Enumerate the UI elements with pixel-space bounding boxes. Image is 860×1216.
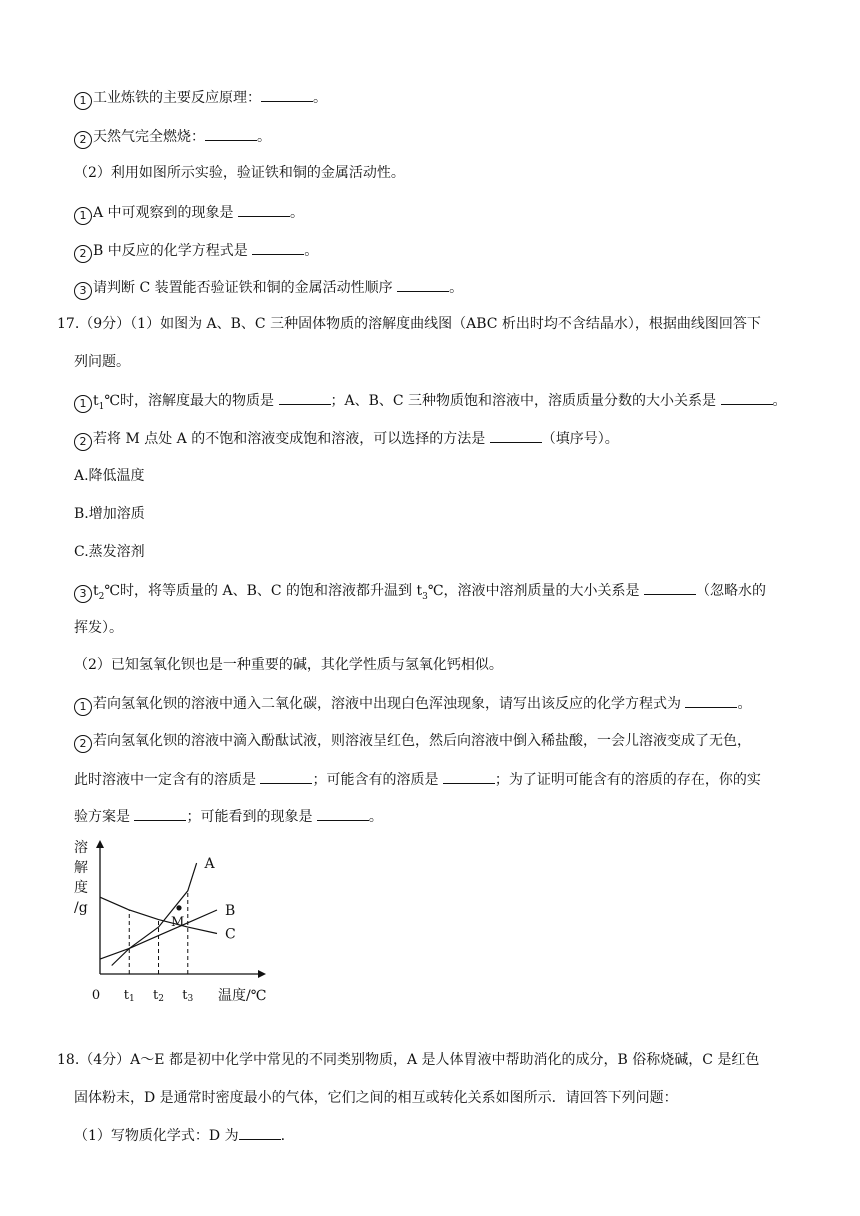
x-tick-label: 0 <box>91 988 101 1003</box>
x-axis-label: 温度/℃ <box>218 988 267 1004</box>
y-axis-label: /g <box>74 900 88 916</box>
answer-blank[interactable] <box>397 277 449 292</box>
y-axis-label: 度 <box>74 880 88 896</box>
chart-guides <box>129 891 188 974</box>
q17-heading: 17.（9分）（1）如图为 A、B、C 三种固体物质的溶解度曲线图（ABC 析出时均不含结晶水），根据曲线图回答下 <box>57 316 761 332</box>
x-tick-label: t2 <box>153 988 165 1004</box>
answer-blank[interactable] <box>490 428 542 443</box>
q18-sub-1: （1）写物质化学式：D 为 . <box>74 1125 285 1146</box>
circled-number: 1 <box>74 698 92 716</box>
q16-part-2: （2）利用如图所示实验，验证铁和铜的金属活动性。 <box>74 165 405 181</box>
q17-sub-1: 1 $t_1℃$时，溶解度最大的物质是 ；A、B、C 三种物质饱和溶液中，溶质质量分数的大小关系是 。 <box>74 390 787 417</box>
q16-part-2-c: 3 请判断 C 装置能否验证铁和铜的金属活动性顺序 。 <box>74 277 463 300</box>
solubility-curve-chart <box>70 836 290 1006</box>
answer-blank[interactable] <box>443 769 495 784</box>
series-a-label: A <box>204 856 215 873</box>
answer-blank[interactable] <box>252 240 304 255</box>
chart-labels <box>74 839 266 1004</box>
answer-blank[interactable] <box>721 390 773 405</box>
circled-number: 2 <box>74 735 92 753</box>
x-axis-arrow <box>258 970 266 978</box>
q17-part-2: （2）已知氢氧化钡也是一种重要的碱，其化学性质与氢氧化钙相似。 <box>74 657 503 673</box>
answer-blank[interactable] <box>644 580 696 595</box>
option-a: A.降低温度 <box>74 468 145 484</box>
x-tick-label: t3 <box>182 988 194 1004</box>
y-axis-label: 溶 <box>74 840 88 856</box>
answer-blank[interactable] <box>279 390 331 405</box>
q17-part-2-2-cont: 此时溶液中一定含有的溶质是 ；可能含有的溶质是 ；为了证明可能含有的溶质的存在，你的实 <box>74 769 761 790</box>
circled-number: 2 <box>74 433 92 451</box>
circled-number: 1 <box>74 207 92 225</box>
q17-sub-3-cont: 挥发）。 <box>74 620 123 636</box>
circled-number: 2 <box>74 131 92 149</box>
answer-blank[interactable] <box>238 202 290 217</box>
y-axis-arrow <box>96 840 104 848</box>
circled-number: 1 <box>74 92 92 110</box>
answer-blank[interactable] <box>685 693 737 708</box>
q16-item-1: 1 工业炼铁的主要反应原理： 。 <box>74 87 327 110</box>
q17-sub-3: 3 $t_2℃$时，将等质量的 A、B、C 的饱和溶液都升温到 $t_3℃$，溶液中溶剂质量的大小关系是 （忽略水的 <box>74 580 766 607</box>
circled-number: 1 <box>74 395 92 413</box>
answer-blank[interactable] <box>134 806 186 821</box>
answer-blank[interactable] <box>239 1125 281 1140</box>
q16-item-2: 2 天然气完全燃烧： 。 <box>74 126 271 149</box>
q18-heading-cont: 固体粉末，D 是通常时密度最小的气体，它们之间的相互或转化关系如图所示．请回答下列问题： <box>74 1090 678 1106</box>
q16-part-2-a: 1 A 中可观察到的现象是 。 <box>74 202 304 225</box>
q17-part-2-1: 1 若向氢氧化钡的溶液中通入二氧化碳，溶液中出现白色浑浊现象，请写出该反应的化学方程式为 。 <box>74 693 751 716</box>
circled-number: 3 <box>74 282 92 300</box>
circled-number: 2 <box>74 245 92 263</box>
x-tick-label: t1 <box>123 988 135 1004</box>
circled-number: 3 <box>74 585 92 603</box>
answer-blank[interactable] <box>317 806 369 821</box>
series-b-label: B <box>225 903 236 919</box>
option-c: C.蒸发溶剂 <box>74 544 145 560</box>
q18-heading: 18.（4分）A～E 都是初中化学中常见的不同类别物质，A 是人体胃液中帮助消化的成分，B 俗称烧碱，C 是红色 <box>57 1052 760 1068</box>
q17-part-2-2: 2 若向氢氧化钡的溶液中滴入酚酞试液，则溶液呈红色，然后向溶液中倒入稀盐酸，一会儿溶液变成了无色， <box>74 731 751 753</box>
option-b: B.增加溶质 <box>74 506 145 522</box>
answer-blank[interactable] <box>205 126 257 141</box>
q17-part-2-2-cont2: 验方案是 ；可能看到的现象是 。 <box>74 806 383 827</box>
answer-blank[interactable] <box>261 87 313 102</box>
answer-blank[interactable] <box>260 769 312 784</box>
point-m-label: M <box>171 914 185 930</box>
q17-sub-2: 2 若将 M 点处 A 的不饱和溶液变成饱和溶液，可以选择的方法是 （填序号）。 <box>74 428 619 451</box>
series-c-label: C <box>225 926 236 943</box>
point-m <box>176 905 181 910</box>
q17-heading-cont: 列问题。 <box>74 354 130 370</box>
y-axis-label: 解 <box>74 860 88 876</box>
q16-part-2-b: 2 B 中反应的化学方程式是 。 <box>74 240 318 263</box>
